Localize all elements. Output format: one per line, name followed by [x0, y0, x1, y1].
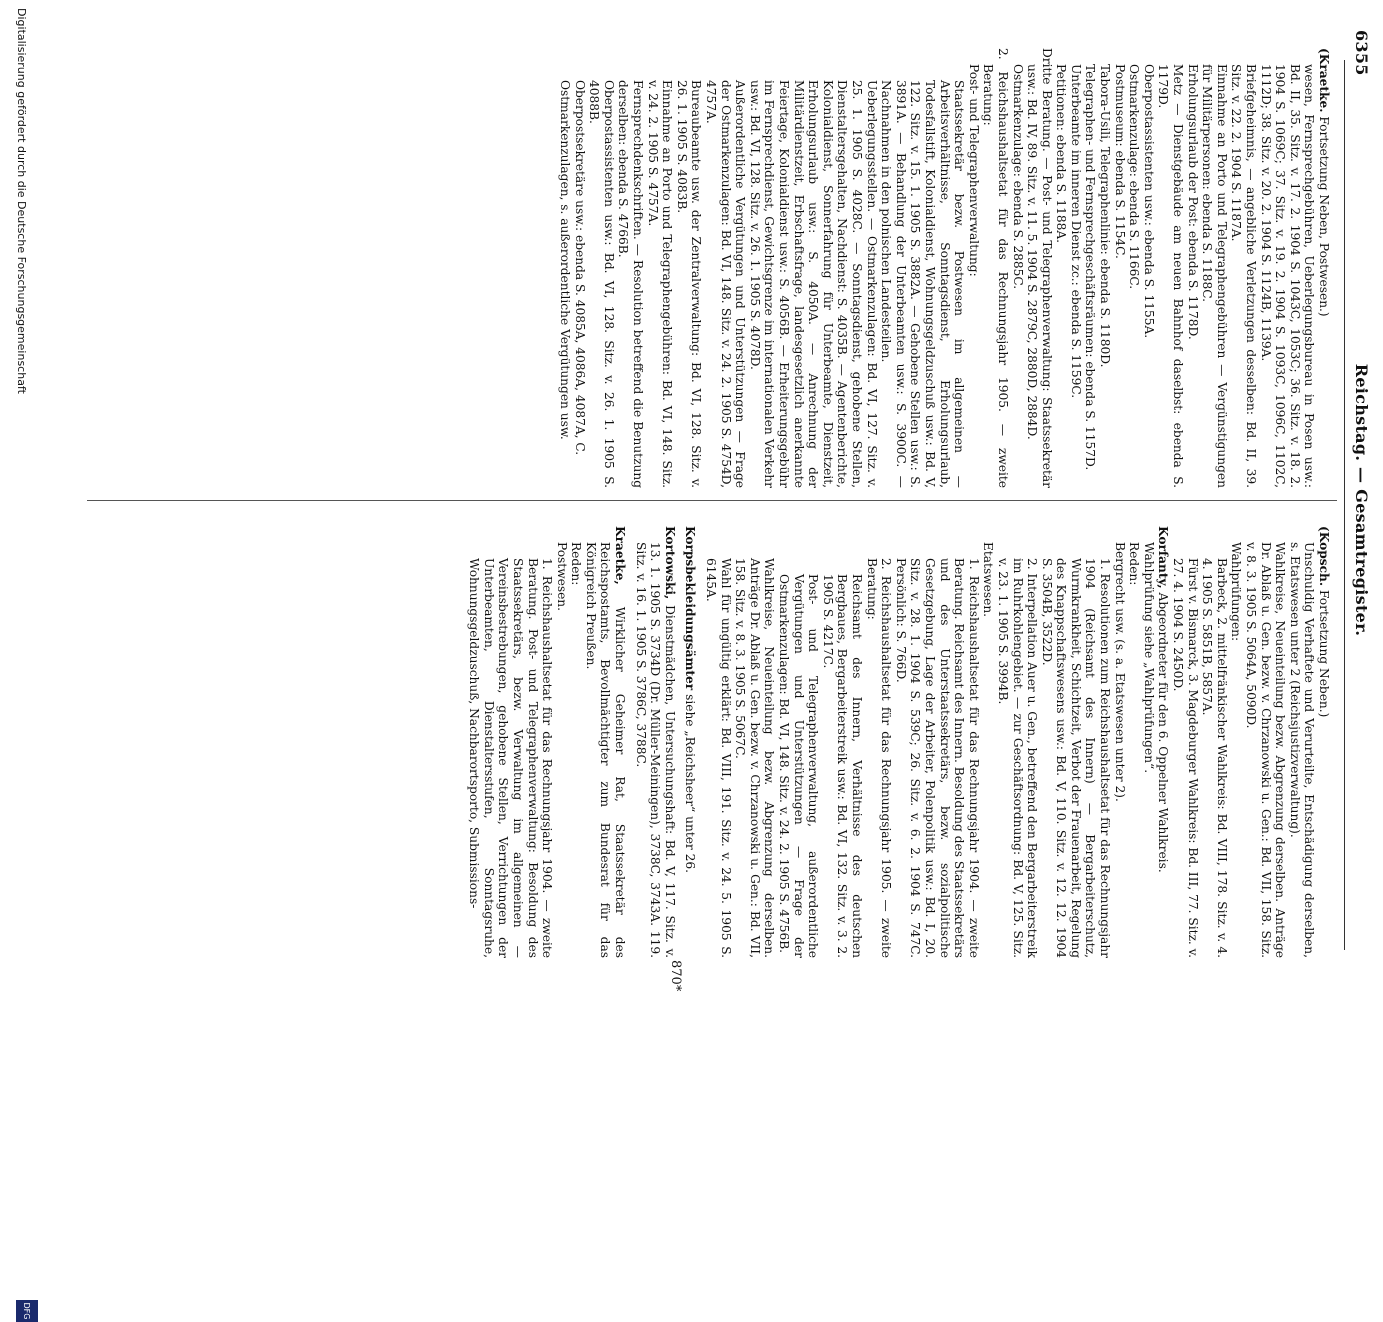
- entry-text: Briefgeheimnis, — angebliche Verletzungen desselben: Bd. II, 39. Sitz. v. 22. 2. 1904 S. 1187A.: [1229, 64, 1259, 488]
- register-entry: [1156, 526, 1171, 958]
- register-entry: [587, 48, 616, 488]
- entry-text: Einnahme an Porto und Telegraphengebühren: Bd. VI, 148. Sitz. v. 24. 2. 1905 S. 4757A.: [645, 80, 675, 488]
- register-entry: [1141, 526, 1156, 958]
- entry-heading: (Kopsch.: [1317, 526, 1331, 587]
- entry-text: Ostmarkenzulagen, s. außerordentliche Vergütungen usw.: [558, 80, 573, 440]
- register-entry: [1258, 48, 1316, 488]
- entry-text: Oberpostsekretäre usw.: ebenda S. 4085A, 4086A, 4087A, C.: [572, 80, 587, 456]
- register-entry: [572, 48, 587, 488]
- entry-text: Dritte Beratung. — Post- und Telegraphenverwaltung: Staatssekretär usw.: Bd. IV, 89. Sitz. v. 11. 5. 1904 S. 2879C, 2880D, 2884D.: [1025, 48, 1054, 488]
- register-entry: [1098, 48, 1113, 488]
- register-entry: [1185, 48, 1200, 488]
- entry-text: Telegraphen- und Fernsprechgeschäftsräumen: ebenda S. 1157D.: [1083, 64, 1098, 471]
- register-entry: [583, 526, 627, 958]
- register-entry: [703, 526, 732, 958]
- entry-text: Ueberlegungsstellen. — Ostmarkenzulagen: Bd. VI, 127. Sitz. v. 25. 1. 1905 S. 4028C. — Sonntagsdienst, gehobene Stellen, Dienstaltersgehalten, Nachdienst: S. 4035B. — Agentenberichte, Kolonialdienst, Sonnerfahrung für Unterbeamte, Dienstzeit, Erholungsurlaub usw.: S. 4050A. — Anrechnung der Militärdienstzeit, Erbschaftsfrage, landesgesetzlich anerkannte Feiertage, Kolonialdienst usw.: S. 4056B. — Erheiterungsgebühr im Fernsprechdienst, Gewichtsgrenze im internationalen Verkehr usw.: Bd. VI, 128. Sitz. v. 26. 1. 1905 S. 4078D.: [747, 80, 879, 488]
- register-entry: [1156, 48, 1185, 488]
- entry-text: Tabora-Usili, Telegraphenlinie: ebenda S. 1180D.: [1098, 64, 1113, 368]
- entry-text: Unterbeamte im inneren Dienst zc.: ebenda S. 1159C.: [1068, 64, 1083, 399]
- signature-mark: 870*: [668, 960, 683, 992]
- register-entry: [467, 526, 555, 958]
- register-entry: [747, 48, 878, 488]
- entry-text: Bergrecht usw. (s. a. Etatswesen unter 2).: [1112, 542, 1127, 802]
- register-entry: [1112, 48, 1127, 488]
- running-title: Reichstag. — Gesamtregister.: [1352, 363, 1371, 637]
- footer-credit: Digitalisierung gefördert durch die Deutsche Forschungsgemeinschaft: [15, 8, 28, 394]
- entry-text: Petitionen: ebenda S. 1188A.: [1054, 64, 1069, 244]
- register-entry: [683, 526, 698, 958]
- entry-text: Wahlprüfung siehe „Wahlprüfungen“.: [1141, 542, 1156, 774]
- register-entry: [616, 48, 645, 488]
- register-entry: [633, 526, 677, 958]
- register-entry: [864, 526, 893, 958]
- register-entry: [1025, 48, 1054, 488]
- entry-text: Erholungsurlaub der Post: ebenda S. 1178D.: [1185, 64, 1200, 340]
- entry-text: Postwesen.: [554, 542, 569, 612]
- register-entry: [1170, 526, 1199, 958]
- dfg-logo: DFG: [16, 1300, 38, 1322]
- entry-text: Oberpostassistenten usw.: Bd. VI, 128. Sitz. v. 26. 1. 1905 S. 4088B.: [587, 80, 616, 488]
- entry-text: Ostmarkenzulage: ebenda S. 1166C.: [1127, 64, 1142, 290]
- entry-text: Dienstmädchen, Untersuchungshaft: Bd. V, 117. Sitz. v. 13. 1. 1905 S. 3734D (Dr. Müller-Meiningen), 3738C, 3743A. 119. Sitz. v. 16. 1. 1905 S. 3786C, 3788C.: [633, 542, 677, 958]
- register-entry: [1039, 526, 1112, 958]
- register-entry: [820, 526, 864, 958]
- register-entry: [645, 48, 674, 488]
- register-entry: [1229, 48, 1258, 488]
- register-entry: [966, 48, 981, 488]
- entry-text: wesen, Fernsprechgebühren, Ueberlegungsbureau in Posen usw.: Bd. II, 35. Sitz. v. 17. 2. 1904 S. 1043C, 1053C; 36. Sitz. v. 18. 2. 1904 S. 1069C; 37. Sitz. v. 19. 2. 1904 S. 1093C, 1096C, 1102C, 1112D; 38. Sitz. v. 20. 2. 1904 S. 1124B, 1139A.: [1258, 64, 1317, 488]
- entry-text: Wahlprüfungen:: [1229, 542, 1244, 642]
- entry-text: Wahlkreise, Neueinteilung bezw. Abgrenzung derselben. Anträge Dr. Ablaß u. Gen. bezw. v. Chrzanowski u. Gen.: Bd. VII, 158. Sitz. v. 8. 3. 1905 S. 5067C.: [733, 558, 777, 958]
- register-entry: [893, 526, 981, 958]
- entry-heading: (Kraetke.: [1317, 48, 1331, 113]
- entry-heading: Kraetke,: [613, 526, 628, 585]
- entry-text: Unschuldig Verhaftete und Verurteilte, Entschädigung derselben, s. Etatswesen unter 2 (Reichsjustizverwaltung).: [1287, 542, 1317, 958]
- register-entry: [981, 48, 1010, 488]
- register-entry: [554, 526, 569, 958]
- entry-text: 1. Reichshaushaltsetat für das Rechnungsjahr 1904. — zweite Beratung. Post- und Telegraphenverwaltung: Besoldung des Staatssekretärs, bezw. Verwaltung im allgemeinen — Vereinsbestrebungen, gehobene Stellen, Verrichtungen der Unterbeamten, Dienstaltersstufen, Sonntagsruhe, Wohnungsgeldzuschuß, Nachbarortsporto, Submissions-: [467, 558, 555, 958]
- register-entry: [569, 526, 584, 958]
- header-rule: [1344, 60, 1345, 950]
- entry-text: Fernsprechdenkschriften. — Resolution betreffend die Benutzung derselben: ebenda S. 4766B.: [616, 80, 646, 488]
- entry-text: Ostmarkenzulage: ebenda S. 2885C.: [1010, 64, 1025, 290]
- register-entry: [1200, 526, 1229, 958]
- entry-text: Abgeordneter für den 6. Oppelner Wahlkreis.: [1156, 588, 1171, 873]
- entry-text: 2. Interpellation Auer u. Gen., betreffend den Bergarbeiterstreik im Ruhrkohlengebiet. — zur Geschäftsordnung: Bd. V, 125. Sitz. v. 23. 1. 1905 S. 3994B.: [995, 558, 1040, 958]
- register-entry: [1229, 526, 1244, 958]
- entry-heading: Korfanty,: [1156, 526, 1171, 589]
- page-number: 6355: [1352, 30, 1371, 76]
- register-entry: [1054, 48, 1069, 488]
- entry-text: 2. Reichshaushaltsetat für das Rechnungsjahr 1905. — zweite Beratung:: [981, 48, 1010, 488]
- entry-text: Wahlkreise, Neueinteilung bezw. Abgrenzung derselben. Anträge Dr. Ablaß u. Gen. bezw. v. Chrzanowski u. Gen.: Bd. VII, 158. Sitz. v. 8. 3. 1905 S. 5064A, 5090D.: [1244, 542, 1288, 958]
- register-entry: [995, 526, 1039, 958]
- entry-text: Fortsetzung Neben.): [1317, 586, 1331, 718]
- entry-text: Staatssekretär bezw. Postwesen im allgemeinen — Arbeitsverhältnisse, Sonntagsdienst, Erholungsurlaub, Todesfallstift, Kolonialdienst, Wohnungsgeldzuschuß usw.: Bd. V, 122. Sitz. v. 15. 1. 1905 S. 3882A. — Gehobene Stellen usw.: S. 3891A. — Behandlung der Unterbeamten usw.: S. 3900C. — Nachnahmen in den polnischen Landesteilen.: [879, 80, 967, 488]
- entry-text: Wahl für ungültig erklärt: Bd. VIII, 191. Sitz. v. 24. 5. 1905 S. 6145A.: [704, 558, 733, 958]
- entry-text: 1. Resolutionen zum Reichshaushaltsetat für das Rechnungsjahr 1904 (Reichsamt des Innern) — Bergarbeiterschutz, Wurmkrankheit, Schichtzeit, Verbot der Frauenarbeit, Regelung des Knappschaftswesens usw.: Bd. V, 110. Sitz. v. 12. 12. 1904 S. 3504B, 3522D.: [1039, 558, 1113, 958]
- entry-text: Reden:: [1127, 542, 1142, 586]
- register-entry: [733, 526, 777, 958]
- register-entry: [879, 48, 967, 488]
- entry-text: 1. Reichshaushaltsetat für das Rechnungsjahr 1904. — zweite Beratung. Reichsamt des Innern. Besoldung des Staatssekretärs und des Unterstaatssekretärs, bezw. sozialpolitische Gesetzgebung, Lage der Arbeiter, Polenpolitik usw.: Bd. I, 20. Sitz. v. 28. 1. 1904 S. 539C; 26. Sitz. v. 6. 2. 1904 S. 747C. Persönlich: S. 766D.: [893, 558, 981, 958]
- entry-text: Oberpostassistenten usw.: ebenda S. 1155A.: [1141, 64, 1156, 339]
- entry-text: Fortsetzung Neben, Postwesen.): [1317, 112, 1331, 317]
- register-entry: [1112, 526, 1127, 958]
- entry-text: Reden:: [569, 542, 584, 586]
- register-entry: [1200, 48, 1229, 488]
- column-divider: [87, 500, 1337, 501]
- register-entry: [1316, 48, 1331, 488]
- register-entry: [1083, 48, 1098, 488]
- register-entry: [1141, 48, 1156, 488]
- entry-text: Reichsamt des Innern, Verhältnisse des deutschen Bergbaues, Bergarbeiterstreik usw.: Bd. VI, 132. Sitz. v. 3. 2. 1905 S. 4217C.: [820, 574, 864, 958]
- register-entry: [677, 526, 683, 958]
- register-entry: [1287, 526, 1316, 958]
- register-entry: [1316, 526, 1331, 958]
- register-entry: [1127, 48, 1142, 488]
- entry-text: Etatswesen.: [981, 542, 996, 618]
- entry-heading: Kortowski,: [662, 526, 677, 600]
- entry-text: Bureaubeamte usw. der Zentralverwaltung: Bd. VI, 128. Sitz. v. 26. 1. 1905 S. 4083B.: [674, 80, 704, 488]
- entry-text: Fürst v. Bismarck, 3. Magdeburger Wahlkreis: Bd. III, 77. Sitz. v. 27. 4. 1904 S. 2450D.: [1171, 558, 1200, 958]
- register-entry: [981, 526, 996, 958]
- register-entry: [703, 48, 747, 488]
- register-entry: [674, 48, 703, 488]
- entry-text: Postmuseum: ebenda S. 1154C.: [1112, 64, 1127, 259]
- register-entry: [558, 48, 573, 488]
- register-entry: [1010, 48, 1025, 488]
- right-column: [467, 526, 1331, 958]
- register-entry: [1243, 526, 1287, 958]
- register-entry: [1068, 48, 1083, 488]
- entry-heading: Korpsbekleidungsämter: [683, 526, 698, 691]
- entry-text: Einnahme an Porto und Telegraphengebühren — Vergünstigungen für Militärpersonen: ebenda S. 1188C.: [1200, 64, 1229, 488]
- entry-text: Barbeck, 2. mittelfränkischer Wahlkreis: Bd. VIII, 178. Sitz. v. 4. 4. 1905 S. 5851B, 5857A.: [1200, 558, 1229, 958]
- entry-text: Außerordentliche Vergütungen und Unterstützungen — Frage der Ostmarkenzulagen: Bd. VI, 148. Sitz. v. 24. 2. 1905 S. 4754D, 4757A.: [704, 80, 748, 488]
- entry-text: 2. Reichshaushaltsetat für das Rechnungsjahr 1905. — zweite Beratung:: [864, 558, 894, 958]
- entry-text: Metz — Dienstgebäude am neuen Bahnhof daselbst: ebenda S. 1179D.: [1156, 64, 1186, 488]
- left-column: [558, 48, 1331, 488]
- entry-text: Post- und Telegraphenverwaltung:: [966, 64, 981, 277]
- register-entry: [776, 526, 820, 958]
- entry-text: Post- und Telegraphenverwaltung, außerordentliche Vergütungen und Unterstützungen — Frage der Ostmarkenzulagen: Bd. VI, 148. Sitz. v. 24. 2. 1905 S. 4756B.: [777, 574, 821, 958]
- register-entry: [1127, 526, 1142, 958]
- entry-text: siehe „Reichsheer“ unter 26.: [683, 690, 698, 874]
- entry-text: Wirklicher Geheimer Rat, Staatssekretär des Reichspostamts, Bevollmächtigter zum Bundesrat für das Königreich Preußen.: [583, 542, 628, 958]
